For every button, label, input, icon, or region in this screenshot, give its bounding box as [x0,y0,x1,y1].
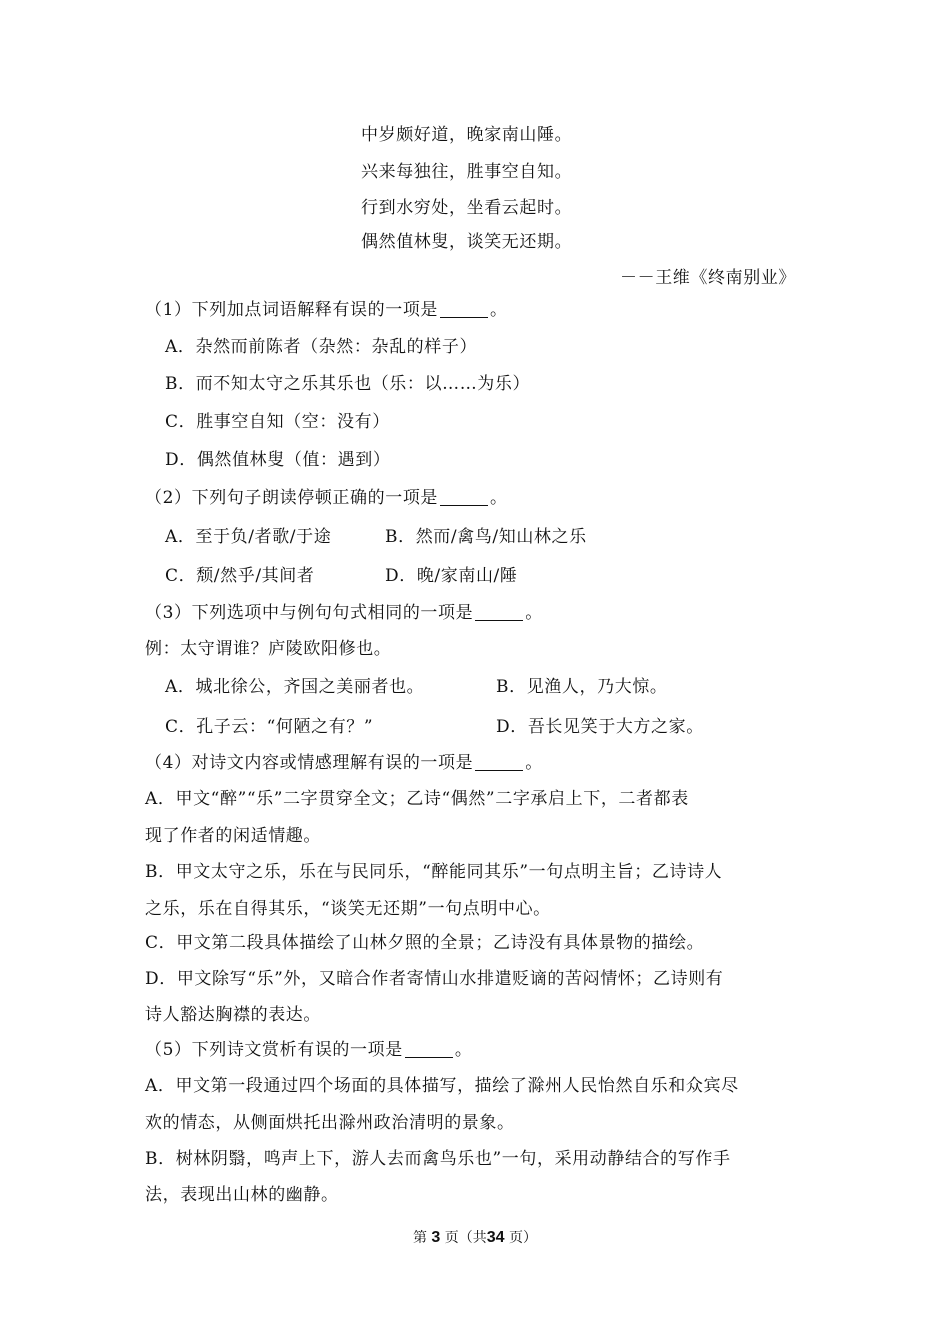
q1-option-a: A．杂然而前陈者（杂然：杂乱的样子） [165,337,478,357]
q5-option-a: A．甲文第一段通过四个场面的具体描写，描绘了滁州人民怡然自乐和众宾尽 [145,1076,739,1096]
q4-option-b-cont: 之乐，乐在自得其乐，“谈笑无还期”一句点明中心。 [145,899,551,919]
answer-blank [440,488,488,506]
poem-line: 偶然值林叟，谈笑无还期。 [361,232,573,252]
q3-option-c: C．孔子云：“何陋之有？” [165,717,374,737]
q2-option-b: B．然而/禽鸟/知山林之乐 [385,527,587,547]
question-2-stem: （2）下列句子朗读停顿正确的一项是 。 [145,488,508,508]
q5-option-b: B．树林阴翳，鸣声上下，游人去而禽鸟乐也”一句，采用动静结合的写作手 [145,1149,731,1169]
q4-option-d: D．甲文除写“乐”外，又暗合作者寄情山水排遣贬谪的苦闷情怀；乙诗则有 [145,969,724,989]
footer-text: 页（共 [444,1230,487,1246]
q1-option-d: D．偶然值林叟（值：遇到） [165,450,391,470]
q4-option-a: A．甲文“醉”“乐”二字贯穿全文；乙诗“偶然”二字承启上下，二者都表 [145,789,689,809]
q3-option-a: A．城北徐公，齐国之美丽者也。 [165,677,425,697]
answer-blank [405,1040,453,1058]
answer-blank [475,753,523,771]
q1-option-c: C．胜事空自知（空：没有） [165,412,390,432]
page-footer [0,1228,950,1248]
page-number: 3 [431,1229,441,1246]
footer-text: 页） [509,1230,538,1246]
q5-option-a-cont: 欢的情态，从侧面烘托出滁州政治清明的景象。 [145,1113,515,1133]
q4-option-a-cont: 现了作者的闲适情趣。 [145,826,321,846]
q2-option-c: C．颓/然乎/其间者 [165,566,315,586]
answer-blank [475,603,523,621]
q2-option-a: A．至于负/者歌/于途 [165,527,332,547]
poem-line: 行到水穷处，坐看云起时。 [361,198,573,218]
q4-option-b: B．甲文太守之乐，乐在与民同乐，“醉能同其乐”一句点明主旨；乙诗诗人 [145,862,723,882]
q4-option-d-cont: 诗人豁达胸襟的表达。 [145,1005,321,1025]
question-1-stem: （1）下列加点词语解释有误的一项是 。 [145,300,508,320]
q1-option-b: B．而不知太守之乐其乐也（乐：以……为乐） [165,374,531,394]
question-3-stem: （3）下列选项中与例句句式相同的一项是 。 [145,603,543,623]
question-5-stem: （5）下列诗文赏析有误的一项是 。 [145,1040,473,1060]
footer-text: 第 [412,1230,427,1246]
q5-option-b-cont: 法，表现出山林的幽静。 [145,1185,339,1205]
poem-attribution: －－王维《终南别业》 [620,268,796,288]
q2-option-d: D．晚/家南山/陲 [385,566,518,586]
q3-option-b: B．见渔人，乃大惊。 [496,677,668,697]
q3-option-d: D．吾长见笑于大方之家。 [496,717,704,737]
total-pages: 34 [486,1229,505,1246]
poem-line: 中岁颇好道，晚家南山陲。 [361,125,573,145]
q4-option-c: C．甲文第二段具体描绘了山林夕照的全景；乙诗没有具体景物的描绘。 [145,933,705,953]
answer-blank [440,300,488,318]
q3-example: 例：太守谓谁？庐陵欧阳修也。 [145,639,392,659]
question-4-stem: （4）对诗文内容或情感理解有误的一项是 。 [145,753,543,773]
poem-line: 兴来每独往，胜事空自知。 [361,162,573,182]
